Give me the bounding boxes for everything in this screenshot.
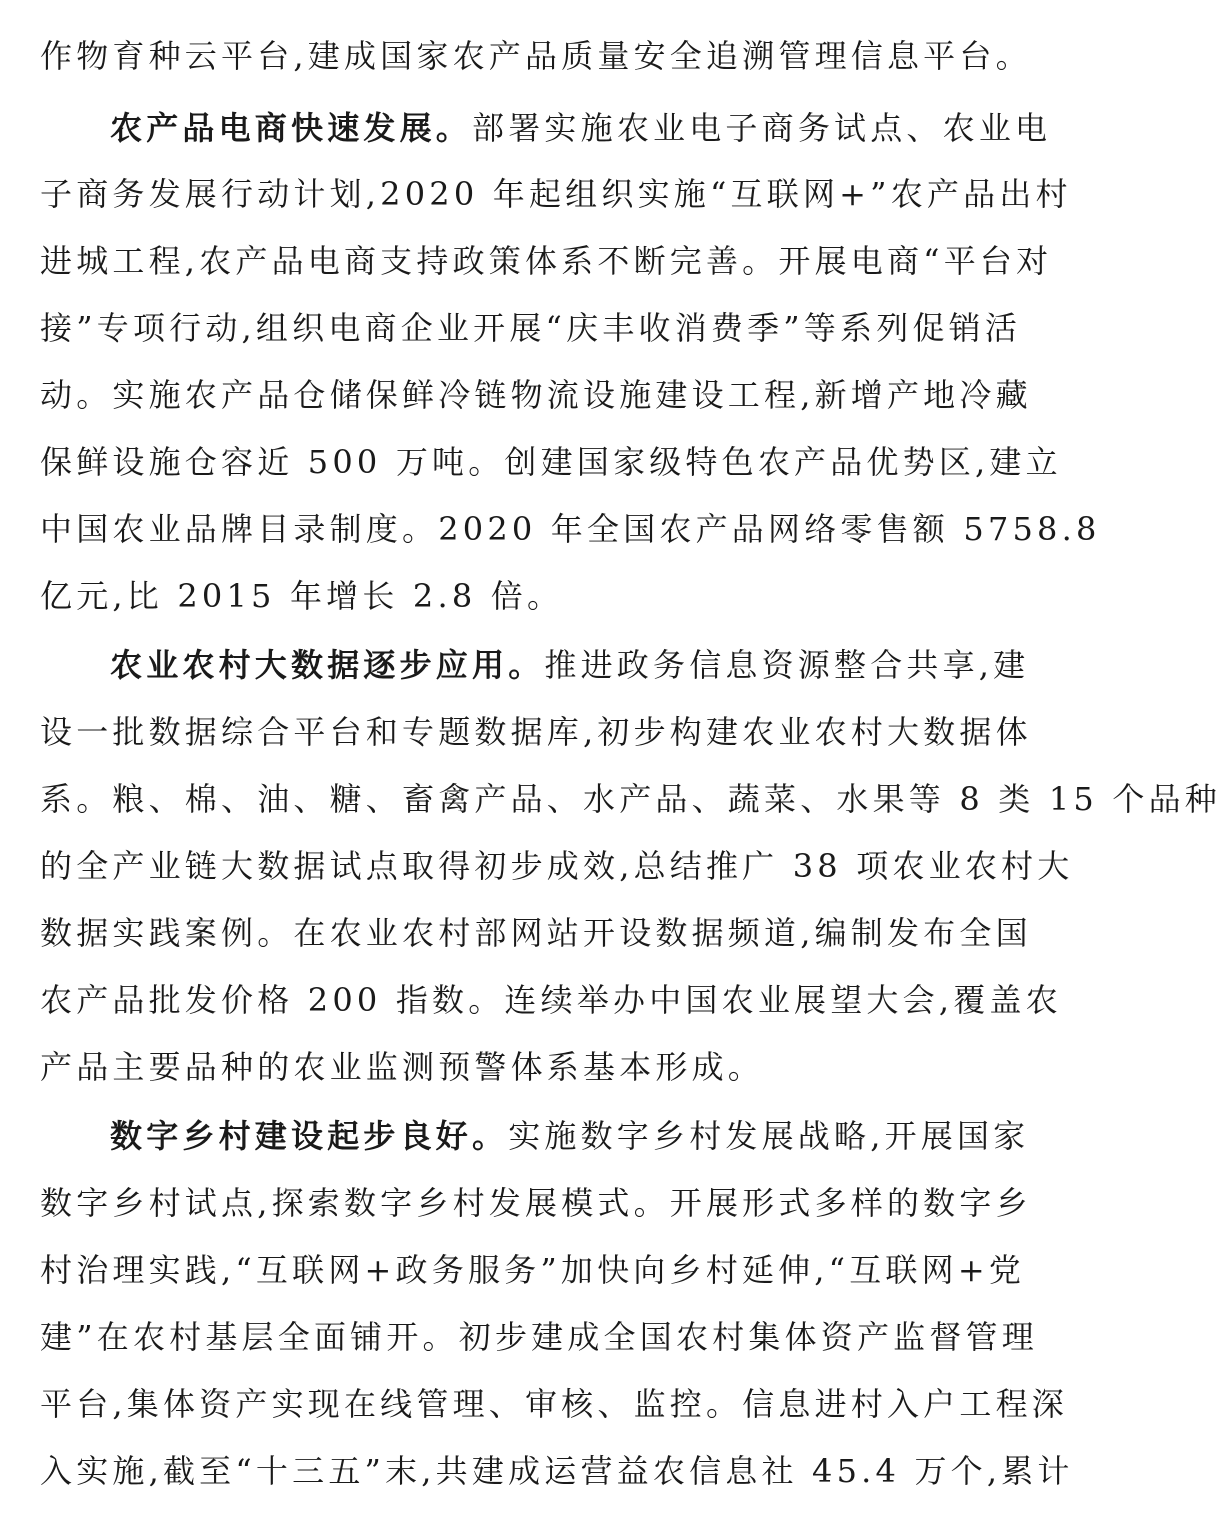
paragraph-1-text: 部署实施农业电子商务试点、农业电 <box>472 109 1052 147</box>
paragraph-2-line-4: 的全产业链大数据试点取得初步成效,总结推广 38 项农业农村大 <box>40 847 1074 885</box>
paragraph-3-heading: 数字乡村建设起步良好。 <box>110 1117 509 1155</box>
paragraph-3-line-1 <box>110 1108 1029 1164</box>
paragraph-2-line-6: 农产品批发价格 200 指数。连续举办中国农业展望大会,覆盖农 <box>40 981 1062 1019</box>
paragraph-2-line-7: 产品主要品种的农业监测预警体系基本形成。 <box>40 1048 765 1086</box>
paragraph-2-line-3: 系。粮、棉、油、糖、畜禽产品、水产品、蔬菜、水果等 8 类 15 个品种 <box>40 780 1221 818</box>
paragraph-1-line-7: 中国农业品牌目录制度。2020 年全国农产品网络零售额 5758.8 <box>40 510 1101 548</box>
paragraph-2-line-2: 设一批数据综合平台和专题数据库,初步构建农业农村大数据体 <box>40 713 1032 751</box>
paragraph-1-heading: 农产品电商快速发展。 <box>110 109 473 147</box>
paragraph-0-line-1: 作物育种云平台,建成国家农产品质量安全追溯管理信息平台。 <box>40 37 1032 75</box>
paragraph-3-line-2: 数字乡村试点,探索数字乡村发展模式。开展形式多样的数字乡 <box>40 1184 1032 1222</box>
paragraph-1-line-3: 进城工程,农产品电商支持政策体系不断完善。开展电商“平台对 <box>40 242 1053 280</box>
paragraph-2-heading: 农业农村大数据逐步应用。 <box>110 646 545 684</box>
paragraph-1-line-5: 动。实施农产品仓储保鲜冷链物流设施建设工程,新增产地冷藏 <box>40 376 1032 414</box>
paragraph-2-line-5: 数据实践案例。在农业农村部网站开设数据频道,编制发布全国 <box>40 914 1032 952</box>
paragraph-1-line-4: 接”专项行动,组织电商企业开展“庆丰收消费季”等系列促销活 <box>40 309 1022 347</box>
paragraph-2-text: 推进政务信息资源整合共享,建 <box>544 646 1030 684</box>
paragraph-1-line-1 <box>110 100 1051 156</box>
paragraph-2-line-1 <box>110 637 1029 693</box>
paragraph-3-line-4: 建”在农村基层全面铺开。初步建成全国农村集体资产监督管理 <box>40 1318 1038 1356</box>
paragraph-3-text: 实施数字乡村发展战略,开展国家 <box>508 1117 1030 1155</box>
paragraph-1-line-2: 子商务发展行动计划,2020 年起组织实施“互联网+”农产品出村 <box>40 175 1072 213</box>
paragraph-3-line-3: 村治理实践,“互联网+政务服务”加快向乡村延伸,“互联网+党 <box>40 1251 1026 1289</box>
paragraph-3-line-6: 入实施,截至“十三五”末,共建成运营益农信息社 45.4 万个,累计 <box>40 1452 1074 1490</box>
paragraph-1-line-8: 亿元,比 2015 年增长 2.8 倍。 <box>40 577 564 615</box>
paragraph-1-line-6: 保鲜设施仓容近 500 万吨。创建国家级特色农产品优势区,建立 <box>40 443 1062 481</box>
paragraph-3-line-5: 平台,集体资产实现在线管理、审核、监控。信息进村入户工程深 <box>40 1385 1068 1423</box>
